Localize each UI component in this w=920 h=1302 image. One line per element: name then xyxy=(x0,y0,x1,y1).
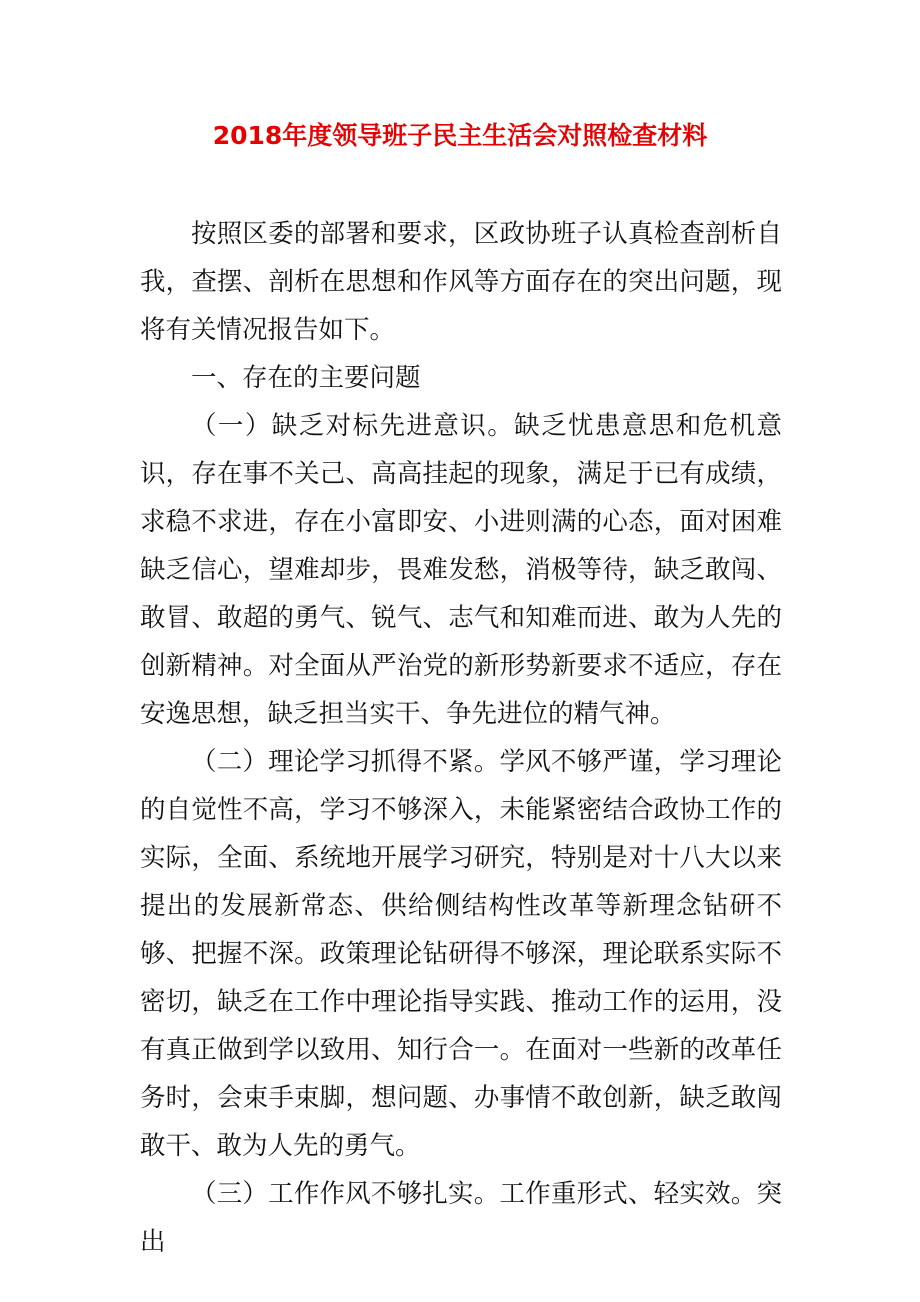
document-body xyxy=(140,210,782,1266)
document-title: 2018年度领导班子民主生活会对照检查材料 xyxy=(212,121,708,150)
intro-paragraph: 按照区委的部署和要求，区政协班子认真检查剖析自我，查摆、剖析在思想和作风等方面存在的突出问题，现将有关情况报告如下。 xyxy=(140,219,782,345)
paragraph-problem-2: （二）理论学习抓得不紧。学风不够严谨，学习理论的自觉性不高，学习不够深入，未能紧密结合政协工作的实际，全面、系统地开展学习研究，特别是对十八大以来提出的发展新常态、供给侧结构性改革等新理念钻研不够、把握不深。政策理论钻研得不够深，理论联系实际不密切，缺乏在工作中理论指导实践、推动工作的运用，没有真正做到学以致用、知行合一。在面对一些新的改革任务时，会束手束脚，想问题、办事情不敢创新，缺乏敢闯敢干、敢为人先的勇气。 xyxy=(140,747,782,1161)
paragraph-problem-1: （一）缺乏对标先进意识。缺乏忧患意思和危机意识，存在事不关己、高高挂起的现象，满足于已有成绩，求稳不求进，存在小富即安、小进则满的心态，面对困难缺乏信心，望难却步，畏难发愁，消极等待，缺乏敢闯、敢冒、敢超的勇气、锐气、志气和知难而进、敢为人先的创新精神。对全面从严治党的新形势新要求不适应，存在安逸思想，缺乏担当实干、争先进位的精气神。 xyxy=(140,411,782,729)
section-heading-main-problems: 一、存在的主要问题 xyxy=(191,363,421,393)
paragraph-problem-3: （三）工作作风不够扎实。工作重形式、轻实效。突出 xyxy=(140,1179,782,1257)
